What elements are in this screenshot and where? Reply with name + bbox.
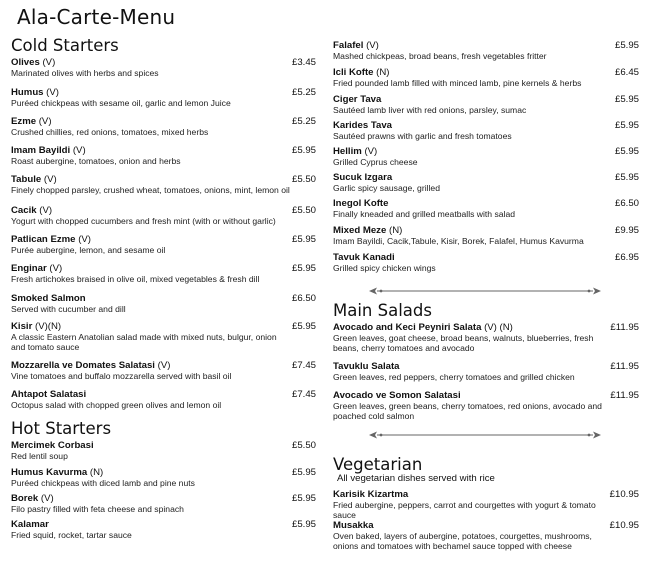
menu-item-description: Purée aubergine, lemon, and sesame oil [11,245,166,255]
menu-item-name [333,520,639,531]
menu-item-description: Grilled Cyprus cheese [333,157,418,167]
menu-item [11,174,316,195]
dietary-tag: (N) [373,67,390,78]
dish-name: Kalamar [11,519,49,530]
dietary-tag: (V) [39,57,56,68]
menu-item-price: £6.50 [291,293,316,304]
menu-item-description: Grilled spicy chicken wings [333,263,436,273]
dish-name: Karides Tava [333,120,393,131]
dietary-tag: (N) [87,467,104,478]
menu-item-name [333,489,639,500]
dish-name: Olives [11,57,40,68]
menu-item-price: £5.95 [614,40,639,51]
dietary-tag: (V) (N) [481,322,513,333]
menu-item-name [333,390,639,401]
dish-name: Humus [11,87,44,98]
menu-item [11,263,316,284]
menu-item-price: £7.45 [291,389,316,400]
menu-item-description: Finally kneaded and grilled meatballs with salad [333,209,516,219]
menu-item [333,520,639,552]
menu-item-description: Vine tomatoes and buffalo mozzarella served with basil oil [11,371,232,381]
menu-item-price: £10.95 [609,489,639,500]
menu-item-price: £5.95 [291,321,316,332]
dietary-tag: (V) [75,234,91,245]
menu-item-name [333,40,639,51]
menu-item-description: Roast aubergine, tomatoes, onion and herbs [11,156,181,166]
menu-item [333,489,639,521]
menu-item-price: £5.95 [291,234,316,245]
menu-item [11,493,316,514]
menu-item-name [11,440,316,451]
menu-item-description: Fried squid, rocket, tartar sauce [11,530,132,540]
dish-name: Ahtapot Salatasi [11,389,87,400]
menu-item [11,145,316,166]
menu-item [11,205,316,226]
menu-item-price: £5.95 [291,519,316,530]
menu-item-description: Fried aubergine, peppers, carrot and courgettes with yogurt & tomato sauce [333,500,596,521]
dietary-tag: (V) [36,116,52,127]
dish-name: Avocado and Keci Peyniri Salata [333,322,482,333]
menu-item-price: £5.95 [614,94,639,105]
dish-name: Tavuklu Salata [333,361,400,372]
menu-item-price: £11.95 [610,361,639,372]
menu-item [333,390,639,422]
dish-name: Smoked Salmon [11,293,86,304]
menu-item [333,120,639,141]
menu-item [333,67,639,88]
menu-item-price: £5.25 [291,87,316,98]
menu-item [11,467,316,488]
menu-item [333,225,639,246]
menu-item-name [333,361,639,372]
dish-name: Mixed Meze [333,225,387,236]
menu-item-name [11,205,316,216]
menu-item-price: £6.50 [614,198,639,209]
scroll-divider-icon [367,430,603,440]
dietary-tag: (V) [70,145,86,156]
menu-item-description: Oven baked, layers of aubergine, potatoes, courgettes, mushrooms, onions and tomatoes with bechamel sauce topped with cheese [333,531,592,552]
menu-item-price: £5.95 [291,493,316,504]
dish-name: Tavuk Kanadi [333,252,395,263]
menu-item-description: Imam Bayildi, Cacik,Tabule, Kisir, Borek, Falafel, Humus Kavurma [333,236,584,246]
menu-item [11,519,316,540]
dish-name: Mercimek Corbasi [11,440,94,451]
menu-item [333,94,639,115]
menu-item-name [11,321,316,332]
menu-item-price: £5.95 [614,146,639,157]
menu-item-description: Finely chopped parsley, crushed wheat, tomatoes, onions, mint, lemon oil [11,185,290,195]
menu-item [333,146,639,167]
menu-item-description: Puréed chickpeas with sesame oil, garlic and lemon Juice [11,98,231,108]
menu-item-name [333,198,639,209]
dietary-tag: (V) [361,146,378,157]
section-title-vegetarian: Vegetarian [333,455,423,474]
menu-item-price: £3.45 [291,57,316,68]
page-title: Ala-Carte-Menu [17,5,176,29]
dish-name: Avocado ve Somon Salatasi [333,390,461,401]
menu-item [333,172,639,193]
menu-item-description: A classic Eastern Anatolian salad made with mixed nuts, bulgur, onion and tomato sauce [11,332,277,353]
dish-name: Falafel [333,40,364,51]
section-title-main-salads: Main Salads [333,301,432,320]
menu-item-description: Mashed chickpeas, broad beans, fresh vegetables fritter [333,51,547,61]
menu-item-price: £11.95 [610,322,639,333]
menu-item-price: £5.25 [291,116,316,127]
dish-name: Cacik [11,205,37,216]
menu-item-price: £5.95 [291,467,316,478]
menu-item-price: £5.95 [614,120,639,131]
menu-item-description: Crushed chillies, red onions, tomatoes, mixed herbs [11,127,209,137]
menu-item [333,322,639,354]
menu-item-name [11,234,316,245]
menu-item [11,360,316,381]
dietary-tag: (V) [363,40,379,51]
menu-item [11,440,316,461]
dish-name: Musakka [333,520,374,531]
menu-item-description: Fried pounded lamb filled with minced lamb, pine kernels & herbs [333,78,582,88]
menu-item [333,252,639,273]
menu-item-description: Fresh artichokes braised in olive oil, mixed vegetables & fresh dill [11,274,260,284]
menu-item-price: £5.50 [291,440,316,451]
menu-item [11,87,316,108]
menu-item-price: £10.95 [609,520,639,531]
menu-item-price: £11.95 [610,390,639,401]
menu-item-description: Green leaves, goat cheese, broad beans, walnuts, blueberries, fresh beans, cherry tomatoes and avocado [333,333,594,354]
dish-name: Karisik Kizartma [333,489,409,500]
menu-item-description: Green leaves, red peppers, cherry tomatoes and grilled chicken [333,372,575,382]
menu-item-name [333,172,639,183]
menu-item [333,40,639,61]
dish-name: Kisir [11,321,33,332]
menu-item-name [11,360,316,371]
dish-name: Icli Kofte [333,67,374,78]
menu-item-name [11,493,316,504]
dish-name: Tabule [11,174,42,185]
menu-item [11,57,316,78]
menu-item-description: Red lentil soup [11,451,68,461]
menu-item-price: £5.95 [614,172,639,183]
dish-name: Enginar [11,263,47,274]
menu-item-name [333,120,639,131]
dietary-tag: (V) [43,87,59,98]
menu-item-price: £7.45 [291,360,316,371]
dish-name: Sucuk Izgara [333,172,393,183]
menu-item-name [11,389,316,400]
menu-item-name [333,252,639,263]
menu-item-name [333,225,639,236]
menu-item-description: Sautéed lamb liver with red onions, parsley, sumac [333,105,527,115]
menu-item-price: £5.95 [291,145,316,156]
menu-item-description: Sautéed prawns with garlic and fresh tomatoes [333,131,512,141]
menu-item [11,293,316,314]
dietary-tag: (V) [46,263,63,274]
dish-name: Mozzarella ve Domates Salatasi [11,360,155,371]
vegetarian-subtitle: All vegetarian dishes served with rice [337,473,495,484]
dish-name: Hellim [333,146,362,157]
menu-item-description: Marinated olives with herbs and spices [11,68,159,78]
menu-item-name [11,87,316,98]
dish-name: Inegol Kofte [333,198,389,209]
menu-item [333,361,639,382]
menu-item-name [11,519,316,530]
menu-item-name [333,146,639,157]
menu-item-name [333,94,639,105]
dietary-tag: (V)(N) [32,321,62,332]
dish-name: Borek [11,493,39,504]
dietary-tag: (V) [154,360,171,371]
menu-item [11,116,316,137]
section-title-hot-starters: Hot Starters [11,419,112,438]
menu-item-name [333,322,639,333]
menu-item-name [11,116,316,127]
menu-item-description: Octopus salad with chopped green olives and lemon oil [11,400,222,410]
menu-item-name [11,467,316,478]
menu-item-description: Filo pastry filled with feta cheese and spinach [11,504,184,514]
dish-name: Ciger Tava [333,94,382,105]
menu-item [11,389,316,410]
menu-item-price: £5.50 [291,174,316,185]
section-title-cold-starters: Cold Starters [11,36,119,55]
menu-item-description: Yogurt with chopped cucumbers and fresh mint (with or without garlic) [11,216,276,226]
menu-item [333,198,639,219]
menu-item [11,234,316,255]
dietary-tag: (V) [38,493,54,504]
menu-item-description: Served with cucumber and dill [11,304,126,314]
dish-name: Ezme [11,116,37,127]
menu-item-name [11,174,316,185]
dietary-tag: (V) [41,174,57,185]
dish-name: Humus Kavurma [11,467,88,478]
menu-item-description: Puréed chickpeas with diced lamb and pine nuts [11,478,195,488]
scroll-divider-icon [367,286,603,296]
menu-item-price: £6.95 [614,252,639,263]
dish-name: Imam Bayildi [11,145,71,156]
dietary-tag: (V) [36,205,53,216]
menu-item-name [11,263,316,274]
dietary-tag: (N) [386,225,403,236]
menu-item [11,321,316,353]
menu-item-name [11,145,316,156]
menu-item-name [11,293,316,304]
menu-item-name [333,67,639,78]
menu-item-description: Green leaves, green beans, cherry tomatoes, red onions, avocado and poached cold salmon [333,401,602,422]
dish-name: Patlican Ezme [11,234,76,245]
menu-item-description: Garlic spicy sausage, grilled [333,183,440,193]
menu-item-price: £6.45 [614,67,639,78]
menu-item-price: £9.95 [614,225,639,236]
menu-item-price: £5.95 [291,263,316,274]
menu-item-price: £5.50 [291,205,316,216]
menu-item-name [11,57,316,68]
